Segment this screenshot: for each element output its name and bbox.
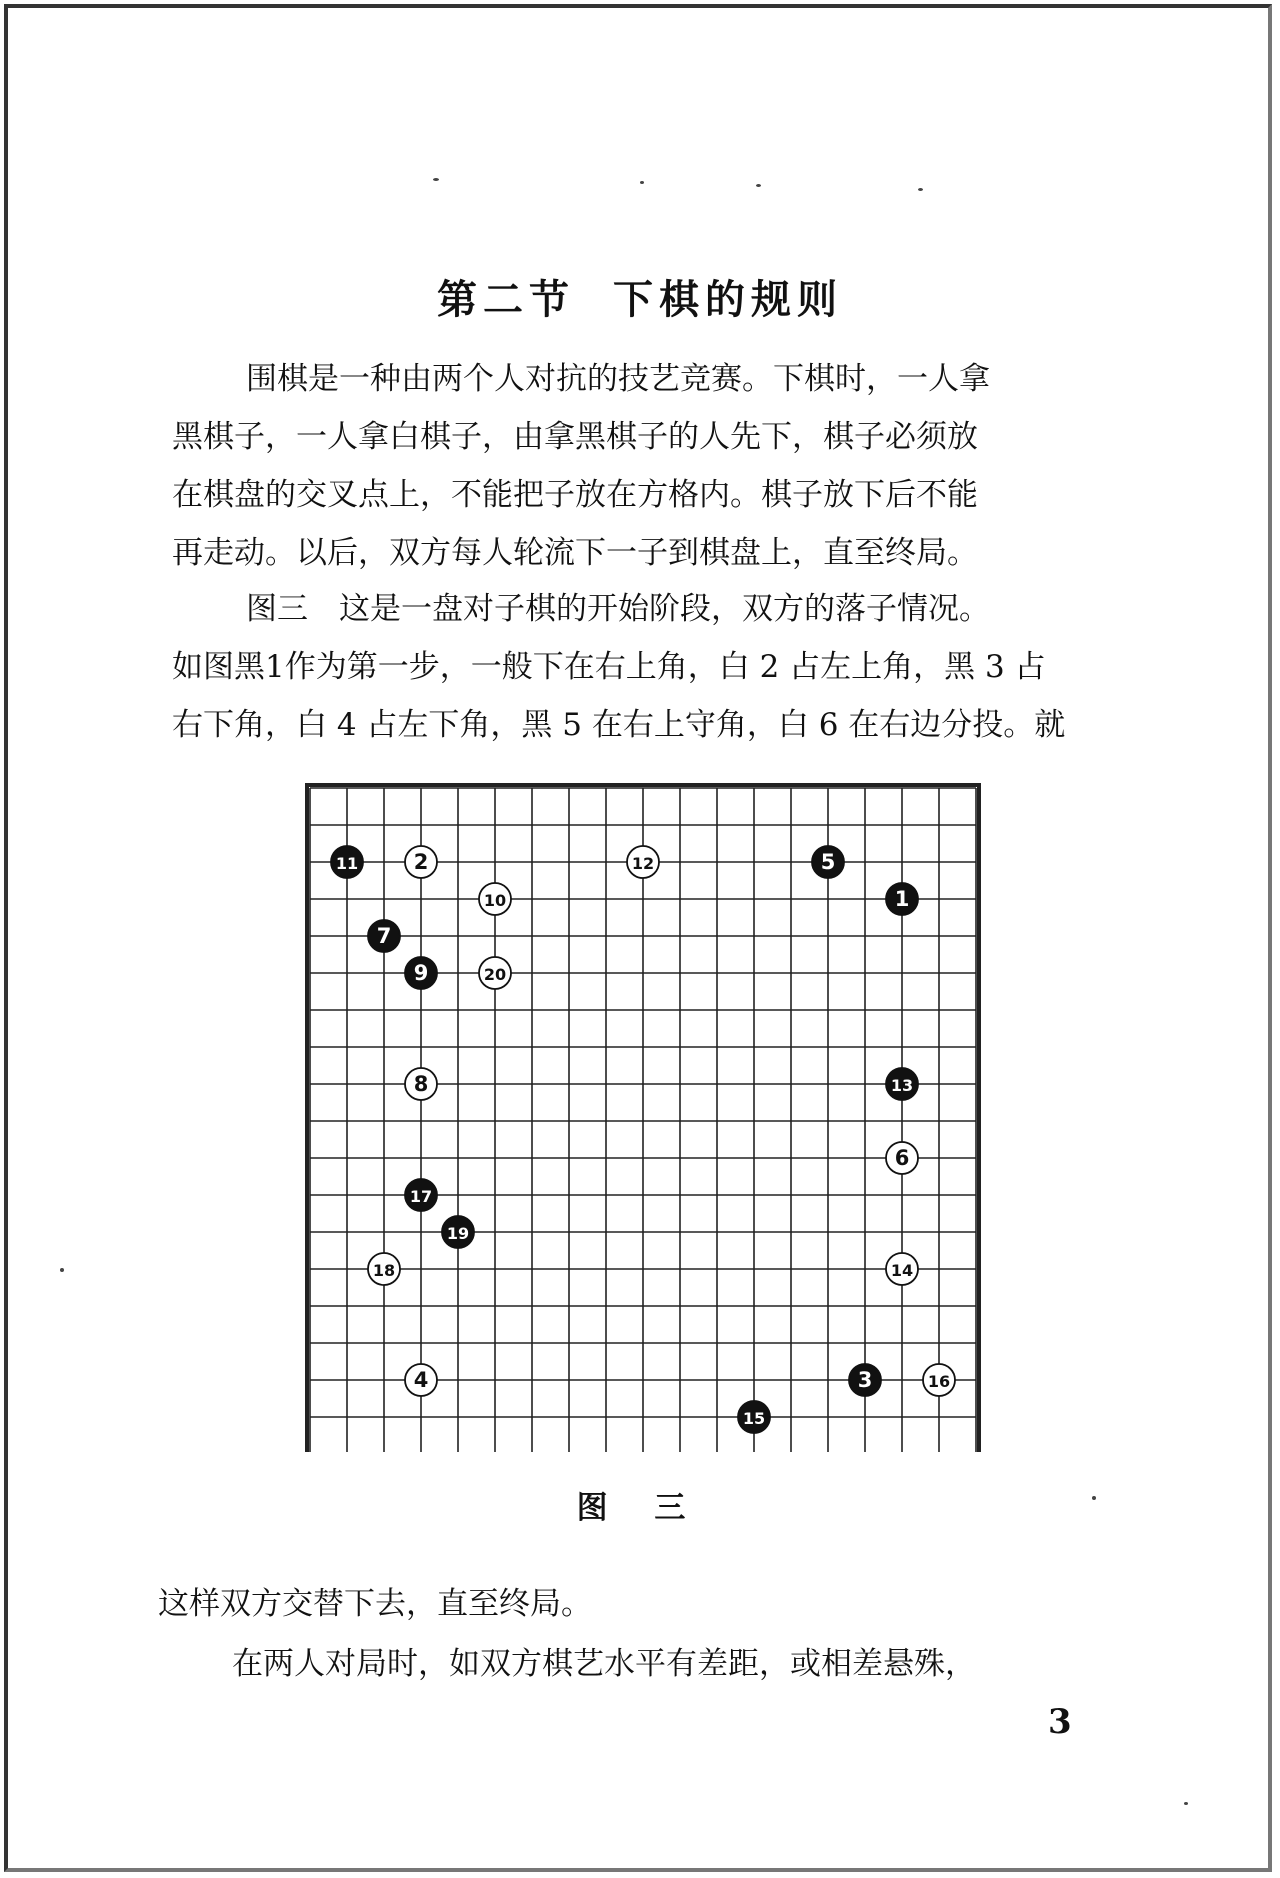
stone-number: 10 bbox=[483, 891, 507, 910]
black-stone-11 bbox=[331, 846, 363, 878]
paragraph-line: 围棋是一种由两个人对抗的技艺竞赛。下棋时，一人拿 bbox=[246, 361, 990, 397]
paragraph-line: 图三 这是一盘对子棋的开始阶段，双方的落子情况。 bbox=[246, 591, 990, 627]
paragraph-line: 在两人对局时，如双方棋艺水平有差距，或相差悬殊， bbox=[232, 1646, 976, 1682]
black-stone-9 bbox=[405, 957, 437, 989]
stone-number: 8 bbox=[413, 1072, 429, 1096]
stone-number: 20 bbox=[483, 965, 507, 984]
go-board-diagram bbox=[300, 780, 982, 1452]
black-stone-17 bbox=[405, 1179, 437, 1211]
page-number: 3 bbox=[1048, 1702, 1072, 1742]
section-title bbox=[0, 268, 1280, 325]
paragraph-line: 黑棋子，一人拿白棋子，由拿黑棋子的人先下，棋子必须放 bbox=[172, 419, 978, 455]
figure-caption: 图 三 bbox=[576, 1490, 704, 1526]
board-grid bbox=[307, 785, 979, 1452]
white-stone-20 bbox=[479, 957, 511, 989]
white-stone-16 bbox=[923, 1364, 955, 1396]
stone-number: 17 bbox=[409, 1187, 433, 1206]
print-speck bbox=[756, 184, 761, 187]
print-speck bbox=[1092, 1496, 1096, 1500]
black-stone-7 bbox=[368, 920, 400, 952]
stone-number: 14 bbox=[890, 1261, 914, 1280]
paragraph-line: 再走动。以后，双方每人轮流下一子到棋盘上，直至终局。 bbox=[172, 535, 978, 571]
black-stone-1 bbox=[886, 883, 918, 915]
print-speck bbox=[918, 188, 923, 191]
stone-number: 11 bbox=[335, 854, 359, 873]
stone-number: 6 bbox=[894, 1146, 910, 1170]
white-stone-2 bbox=[405, 846, 437, 878]
paragraph-line: 如图黑1作为第一步，一般下在右上角，白 2 占左上角，黑 3 占 bbox=[172, 649, 1046, 685]
stone-number: 3 bbox=[857, 1368, 873, 1392]
print-speck bbox=[60, 1268, 64, 1272]
black-stone-13 bbox=[886, 1068, 918, 1100]
print-speck bbox=[640, 181, 644, 184]
black-stone-3 bbox=[849, 1364, 881, 1396]
print-speck bbox=[433, 178, 439, 181]
stone-number: 19 bbox=[446, 1224, 470, 1243]
white-stone-18 bbox=[368, 1253, 400, 1285]
stone-number: 2 bbox=[413, 850, 429, 874]
section-number: 第二节 bbox=[437, 276, 575, 323]
stone-number: 5 bbox=[820, 850, 836, 874]
stone-number: 16 bbox=[927, 1372, 951, 1391]
go-board bbox=[300, 780, 982, 1452]
section-heading: 下棋的规则 bbox=[613, 276, 843, 323]
stone-number: 7 bbox=[376, 924, 392, 948]
white-stone-10 bbox=[479, 883, 511, 915]
white-stone-12 bbox=[627, 846, 659, 878]
stone-number: 13 bbox=[890, 1076, 914, 1095]
stone-number: 12 bbox=[631, 854, 655, 873]
stone-number: 18 bbox=[372, 1261, 396, 1280]
paragraph-line: 这样双方交替下去，直至终局。 bbox=[158, 1586, 592, 1622]
print-speck bbox=[1184, 1802, 1188, 1805]
paragraph-line: 在棋盘的交叉点上，不能把子放在方格内。棋子放下后不能 bbox=[172, 477, 978, 513]
paragraph-line: 右下角，白 4 占左下角，黑 5 在右上守角，白 6 在右边分投。就 bbox=[172, 707, 1066, 743]
white-stone-4 bbox=[405, 1364, 437, 1396]
white-stone-8 bbox=[405, 1068, 437, 1100]
stone-number: 9 bbox=[413, 961, 429, 985]
black-stone-15 bbox=[738, 1401, 770, 1433]
white-stone-6 bbox=[886, 1142, 918, 1174]
stone-number: 15 bbox=[742, 1409, 766, 1428]
stone-number: 4 bbox=[413, 1368, 429, 1392]
stone-number: 1 bbox=[894, 887, 910, 911]
black-stone-19 bbox=[442, 1216, 474, 1248]
black-stone-5 bbox=[812, 846, 844, 878]
white-stone-14 bbox=[886, 1253, 918, 1285]
